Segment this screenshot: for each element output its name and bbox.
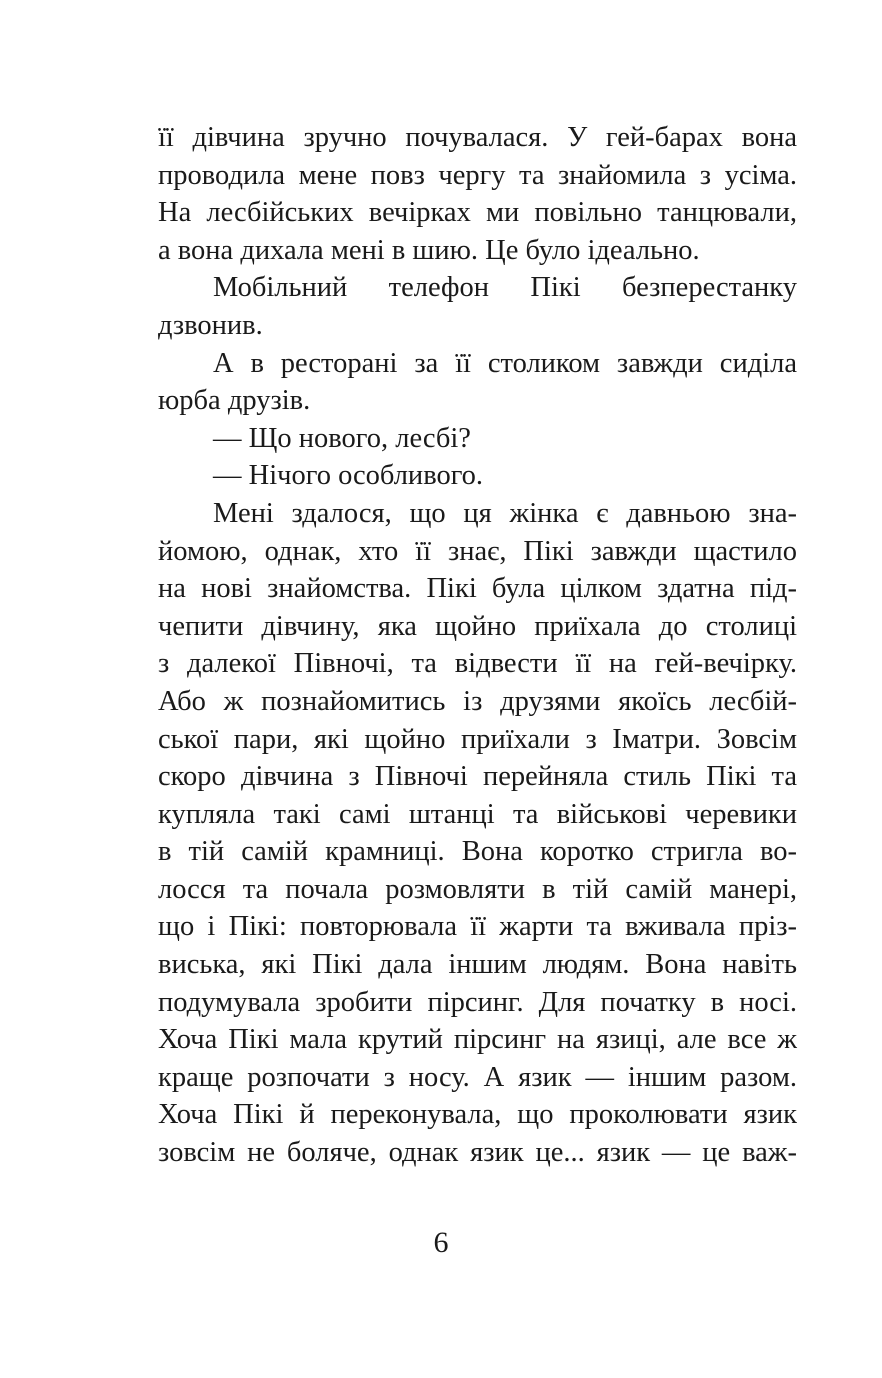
page-body-text bbox=[158, 119, 797, 1172]
text-line: ської пари, які щойно приїхали з Іматри. Зовсім bbox=[158, 723, 797, 755]
text-line: на нові знайомства. Пікі була цілком здатна під- bbox=[158, 573, 797, 605]
text-line: краще розпочати з носу. А язик — іншим разом. bbox=[158, 1061, 797, 1093]
page-number: 6 bbox=[433, 1226, 449, 1259]
text-line: дзвонив. bbox=[158, 309, 263, 341]
text-line: На лесбійських вечірках ми повільно танцювали, bbox=[158, 197, 797, 229]
text-line: з далекої Півночі, та відвести її на гей-вечірку. bbox=[158, 648, 797, 680]
text-line: Хоча Пікі й переконувала, що проколювати язик bbox=[158, 1099, 797, 1131]
text-line: лосся та почала розмовляти в тій самій манері, bbox=[158, 873, 797, 905]
text-line: скоро дівчина з Півночі перейняла стиль Пікі та bbox=[158, 761, 797, 793]
paragraph-first-line: Мобільний телефон Пікі безперестанку bbox=[213, 272, 797, 304]
text-line: Або ж познайомитись із друзями якоїсь лесбій- bbox=[158, 685, 797, 717]
text-line: зовсім не боляче, однак язик це... язик — це важ- bbox=[158, 1137, 797, 1169]
paragraph-first-line: А в ресторані за її столиком завжди сиділа bbox=[213, 347, 797, 379]
text-line: Хоча Пікі мала крутий пірсинг на язиці, але все ж bbox=[158, 1024, 797, 1056]
text-line: а вона дихала мені в шию. Це було ідеально. bbox=[158, 234, 700, 266]
text-line: її дівчина зручно почувалася. У гей-барах вона bbox=[158, 122, 797, 153]
paragraph-first-line: Мені здалося, що ця жінка є давньою зна- bbox=[213, 497, 797, 529]
text-line: подумувала зробити пірсинг. Для початку в носі. bbox=[158, 986, 797, 1018]
paragraph-first-line: — Що нового, лесбі? bbox=[213, 422, 471, 454]
text-line: що і Пікі: повторювала її жарти та вживала пріз- bbox=[158, 911, 797, 943]
paragraph-first-line: — Нічого особливого. bbox=[213, 460, 484, 492]
text-line: виська, які Пікі дала іншим людям. Вона навіть bbox=[158, 949, 797, 981]
text-line: йомою, однак, хто її знає, Пікі завжди щастило bbox=[158, 535, 797, 567]
text-line: чепити дівчину, яка щойно приїхала до столиці bbox=[158, 610, 797, 642]
text-line: в тій самій крамниці. Вона коротко стригла во- bbox=[158, 836, 797, 868]
text-line: проводила мене повз чергу та знайомила з усіма. bbox=[158, 159, 797, 191]
text-line: юрба друзів. bbox=[158, 385, 311, 417]
text-line: купляла такі самі штанці та військові черевики bbox=[158, 798, 797, 830]
